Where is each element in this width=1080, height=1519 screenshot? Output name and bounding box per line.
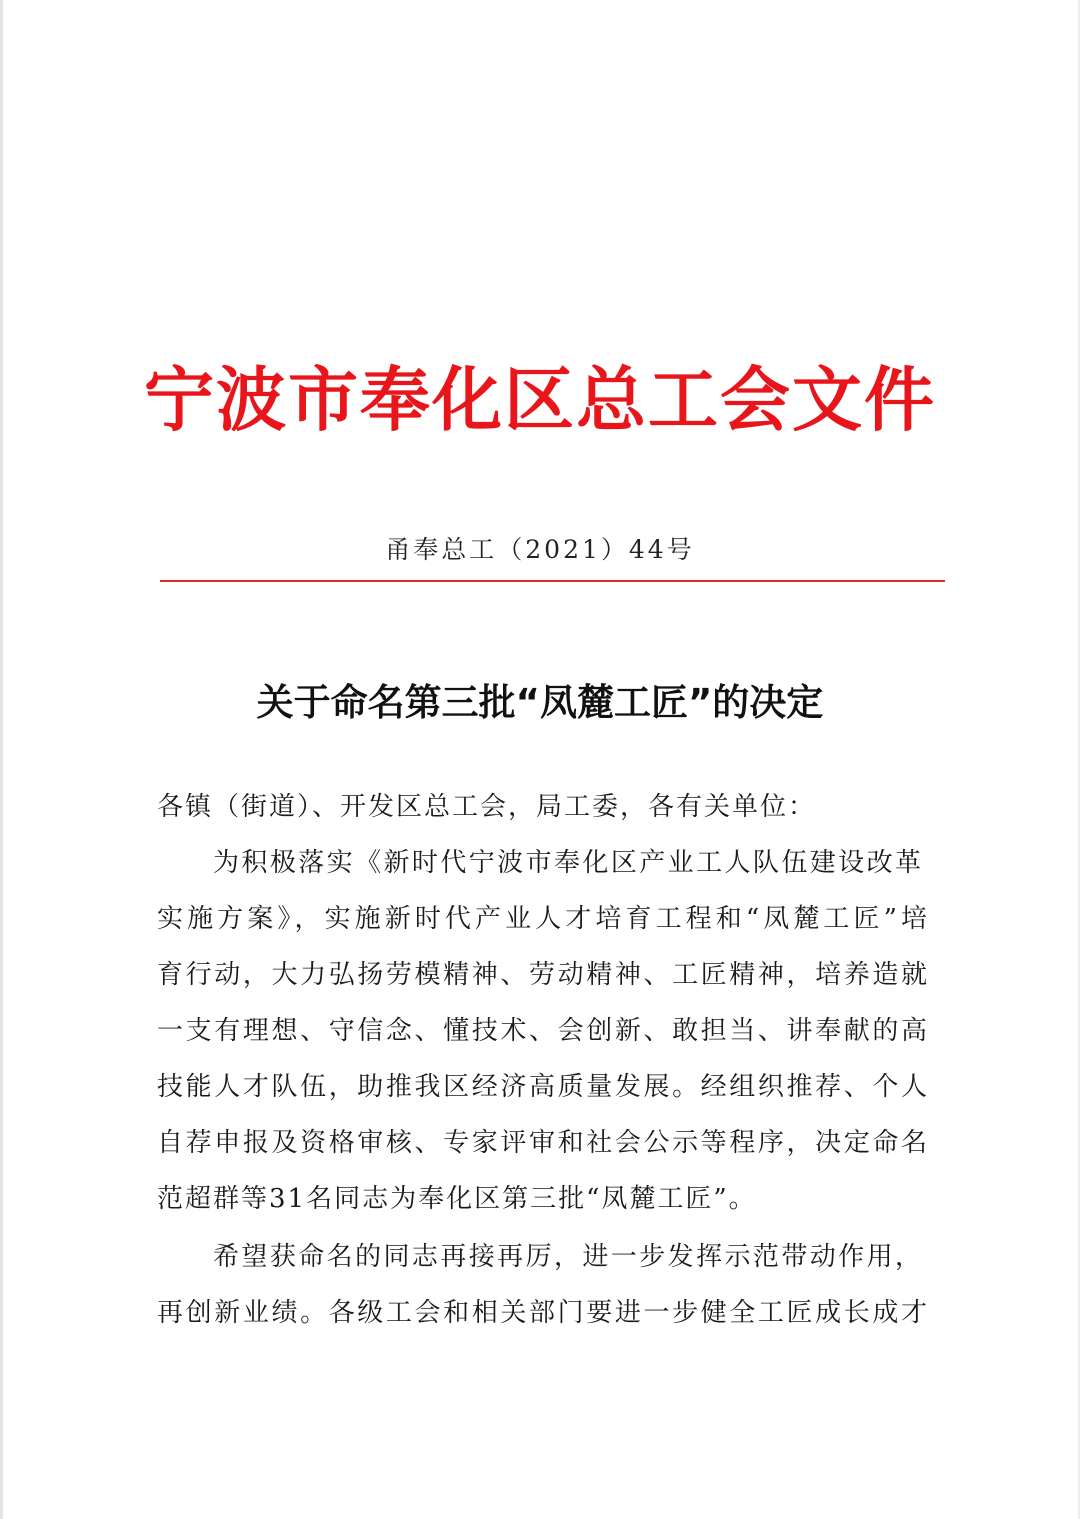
body-line: 为积极落实《新时代宁波市奉化区产业工人队伍建设改革 bbox=[213, 848, 921, 878]
body-line: 自荐申报及资格审核、专家评审和社会公示等程序，决定命名 bbox=[157, 1128, 927, 1158]
document-title: 关于命名第三批“凤麓工匠”的决定 bbox=[256, 681, 824, 724]
body-line: 再创新业绩。各级工会和相关部门要进一步健全工匠成长成才 bbox=[157, 1298, 927, 1328]
body-line: 实施方案》，实施新时代产业人才培育工程和“凤麓工匠”培 bbox=[157, 904, 927, 934]
body-line: 一支有理想、守信念、懂技术、会创新、敢担当、讲奉献的高 bbox=[157, 1016, 927, 1046]
red-separator-rule bbox=[160, 580, 945, 582]
document-header: 宁波市奉化区总工会文件 bbox=[144, 358, 936, 441]
body-line: 育行动，大力弘扬劳模精神、劳动精神、工匠精神，培养造就 bbox=[157, 960, 927, 990]
body-line: 范超群等31名同志为奉化区第三批“凤麓工匠”。 bbox=[157, 1184, 757, 1214]
salutation: 各镇（街道）、开发区总工会，局工委，各有关单位： bbox=[157, 792, 817, 822]
body-line: 希望获命名的同志再接再厉，进一步发挥示范带动作用， bbox=[213, 1242, 921, 1272]
page-left-edge bbox=[0, 0, 3, 1519]
body-line: 技能人才队伍，助推我区经济高质量发展。经组织推荐、个人 bbox=[157, 1072, 927, 1102]
document-number: 甬奉总工（2021）44号 bbox=[385, 535, 695, 564]
